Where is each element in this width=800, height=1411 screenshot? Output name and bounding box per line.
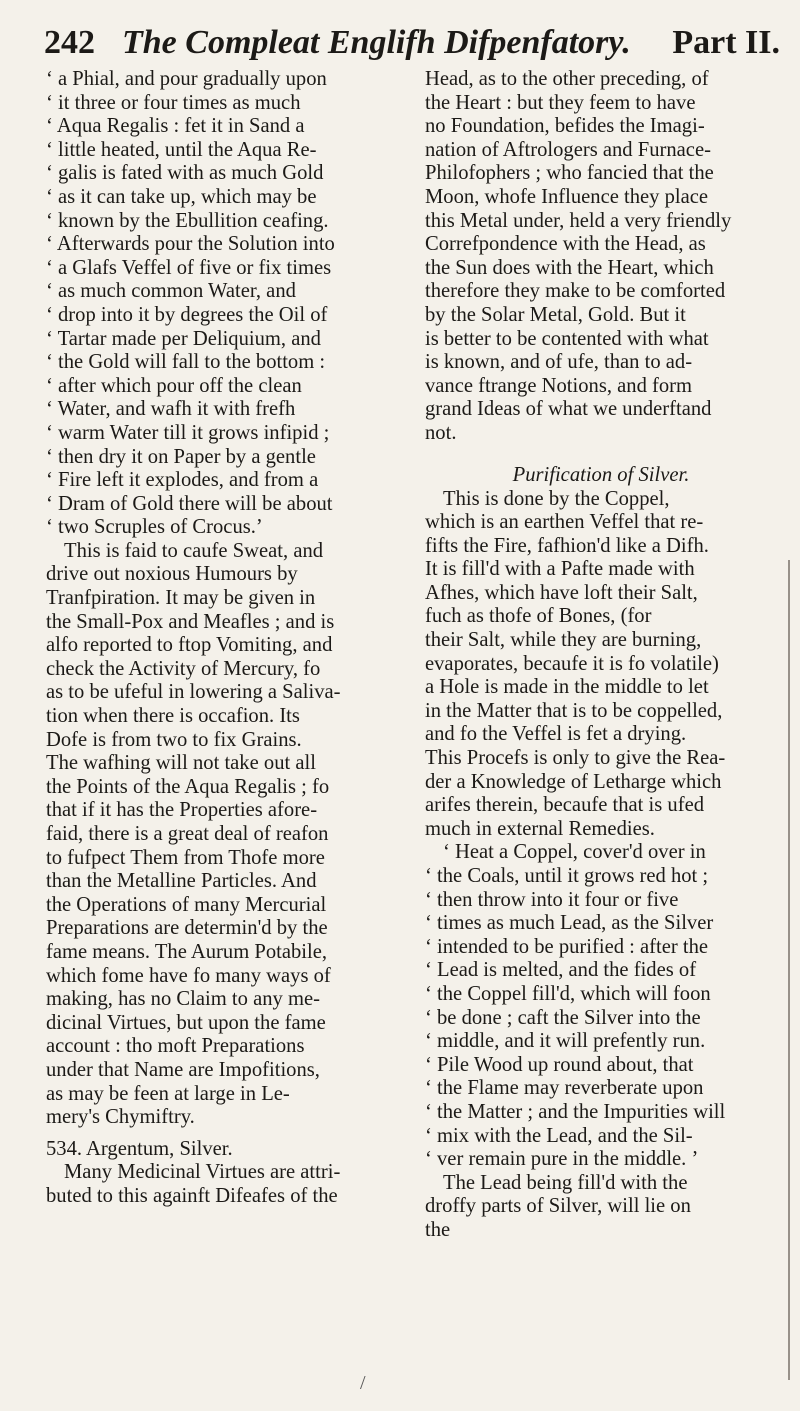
text-line: ‘ Afterwards pour the Solution into xyxy=(46,233,335,256)
text-line: ‘ the Flame may reverberate upon xyxy=(425,1077,704,1100)
text-line: ‘ drop into it by degrees the Oil of xyxy=(46,303,328,326)
text-line: ‘ be done ; caft the Silver into the xyxy=(425,1006,701,1029)
text-line: arifes therein, becaufe that is ufed xyxy=(425,794,705,817)
text-line: dicinal Virtues, but upon the fame xyxy=(46,1011,326,1034)
text-line: to fufpect Them from Thofe more xyxy=(46,846,325,869)
text-line: evaporates, becaufe it is fo volatile) xyxy=(425,652,719,675)
text-line: therefore they make to be comforted xyxy=(425,280,726,303)
text-line: fame means. The Aurum Potabile, xyxy=(46,940,328,963)
text-line: ‘ Fire left it explodes, and from a xyxy=(46,469,319,492)
text-line: This Procefs is only to give the Rea- xyxy=(425,747,726,770)
text-line: droffy parts of Silver, will lie on xyxy=(425,1195,691,1218)
text-line: It is fill'd with a Pafte made with xyxy=(425,558,695,581)
text-line: ‘ as much common Water, and xyxy=(46,280,296,303)
text-line: is better to be contented with what xyxy=(425,327,709,350)
text-line: This is faid to caufe Sweat, and xyxy=(64,539,324,562)
text-line: ‘ Dram of Gold there will be about xyxy=(46,492,333,515)
text-line: vance ftrange Notions, and form xyxy=(425,374,693,397)
text-line: and fo the Veffel is fet a drying. xyxy=(425,723,687,746)
text-line: ‘ Lead is melted, and the fides of xyxy=(425,959,697,982)
page-number: 242 xyxy=(44,24,95,61)
text-line: their Salt, while they are burning, xyxy=(425,629,702,652)
text-line: ‘ Aqua Regalis : fet it in Sand a xyxy=(46,115,305,138)
text-line: is known, and of ufe, than to ad- xyxy=(425,351,693,374)
text-line: than the Metalline Particles. And xyxy=(46,870,317,893)
page-header xyxy=(44,18,780,68)
text-line: ‘ intended to be purified : after the xyxy=(425,935,709,958)
text-line: ‘ a Phial, and pour gradually upon xyxy=(46,68,327,90)
text-line: tion when there is occafion. Its xyxy=(46,705,300,728)
right-column xyxy=(425,68,777,1243)
text-line: under that Name are Impofitions, xyxy=(46,1058,320,1081)
text-line: Correfpondence with the Head, as xyxy=(425,233,706,256)
text-line: fifts the Fire, fafhion'd like a Difh. xyxy=(425,534,709,557)
text-line: not. xyxy=(425,421,457,444)
page-edge-shadow xyxy=(788,560,790,1380)
text-line: ‘ known by the Ebullition ceafing. xyxy=(46,209,329,232)
text-line: a Hole is made in the middle to let xyxy=(425,676,709,699)
text-line: Preparations are determin'd by the xyxy=(46,917,328,940)
left-column xyxy=(46,68,386,1209)
text-line: the Points of the Aqua Regalis ; fo xyxy=(46,775,330,798)
text-line: ‘ then dry it on Paper by a gentle xyxy=(46,445,316,468)
text-line: the Sun does with the Heart, which xyxy=(425,256,714,279)
text-line: ‘ Tartar made per Deliquium, and xyxy=(46,327,321,350)
text-line: no Foundation, befides the Imagi- xyxy=(425,115,705,138)
text-line: Moon, whofe Influence they place xyxy=(425,185,709,208)
text-line: ‘ Heat a Coppel, cover'd over in xyxy=(443,841,706,864)
text-line: that if it has the Properties afore- xyxy=(46,799,318,822)
text-line: The wafhing will not take out all xyxy=(46,752,316,775)
text-line: Tranfpiration. It may be given in xyxy=(46,587,316,610)
text-line: the Small-Pox and Meafles ; and is xyxy=(46,610,335,633)
text-line: this Metal under, held a very friendly xyxy=(425,209,732,232)
text-line: ‘ as it can take up, which may be xyxy=(46,185,317,208)
text-line: buted to this againft Difeafes of the xyxy=(46,1184,338,1207)
text-line: in the Matter that is to be coppelled, xyxy=(425,699,723,722)
text-line: ‘ the Coals, until it grows red hot ; xyxy=(425,865,709,887)
text-line: making, has no Claim to any me- xyxy=(46,988,320,1011)
text-line: ‘ after which pour off the clean xyxy=(46,374,302,397)
running-title: The Compleat Englifh Difpenfatory. xyxy=(122,24,631,61)
text-line: which is an earthen Veffel that re- xyxy=(425,511,704,534)
text-line: ‘ galis is fated with as much Gold xyxy=(46,162,324,185)
text-line: Afhes, which have loft their Salt, xyxy=(425,581,698,604)
text-line: which fome have fo many ways of xyxy=(46,964,331,987)
text-line: Philofophers ; who fancied that the xyxy=(425,162,714,185)
text-line: ‘ warm Water till it grows infipid ; xyxy=(46,421,330,444)
text-line: This is done by the Coppel, xyxy=(443,487,670,510)
text-line: the xyxy=(425,1218,451,1241)
text-line: faid, there is a great deal of reafon xyxy=(46,823,329,845)
text-line: ‘ it three or four times as much xyxy=(46,91,301,114)
text-line: ‘ the Matter ; and the Impurities will xyxy=(425,1100,726,1123)
text-line: Head, as to the other preceding, of xyxy=(425,68,709,90)
footer-mark: / xyxy=(360,1372,366,1394)
text-line: Dofe is from two to fix Grains. xyxy=(46,728,302,751)
part-label: Part II. xyxy=(672,24,780,61)
text-line: the Operations of many Mercurial xyxy=(46,893,327,916)
text-line: ‘ times as much Lead, as the Silver xyxy=(425,912,714,935)
text-line: drive out noxious Humours by xyxy=(46,563,298,586)
text-line: Many Medicinal Virtues are attri- xyxy=(64,1161,341,1184)
text-line: grand Ideas of what we underftand xyxy=(425,398,712,421)
text-line: as may be feen at large in Le- xyxy=(46,1082,290,1105)
text-line: der a Knowledge of Letharge which xyxy=(425,770,722,793)
text-line: check the Activity of Mercury, fo xyxy=(46,657,321,680)
text-line: nation of Aftrologers and Furnace- xyxy=(425,138,711,161)
text-line: ‘ Pile Wood up round about, that xyxy=(425,1053,694,1076)
text-line: ‘ the Coppel fill'd, which will foon xyxy=(425,982,711,1005)
text-line: the Heart : but they feem to have xyxy=(425,91,696,114)
text-line: 534. Argentum, Silver. xyxy=(46,1137,233,1160)
text-line: The Lead being fill'd with the xyxy=(443,1171,688,1194)
text-line: ‘ two Scruples of Crocus.’ xyxy=(46,516,263,539)
text-line: Purification of Silver. xyxy=(512,463,690,486)
text-line: ‘ the Gold will fall to the bottom : xyxy=(46,351,326,374)
text-line: fuch as thofe of Bones, (for xyxy=(425,605,652,628)
text-line: ‘ middle, and it will prefently run. xyxy=(425,1030,706,1053)
text-line: ‘ mix with the Lead, and the Sil- xyxy=(425,1124,693,1147)
text-line: by the Solar Metal, Gold. But it xyxy=(425,303,686,326)
text-line: alfo reported to ftop Vomiting, and xyxy=(46,634,333,657)
text-line: ‘ ver remain pure in the middle. ’ xyxy=(425,1148,699,1171)
text-line: ‘ a Glafs Veffel of five or fix times xyxy=(46,256,332,279)
text-line: ‘ Water, and wafh it with frefh xyxy=(46,398,296,421)
text-line: account : tho moft Preparations xyxy=(46,1035,305,1058)
text-line: mery's Chymiftry. xyxy=(46,1106,195,1129)
text-line: much in external Remedies. xyxy=(425,817,655,840)
text-line: ‘ little heated, until the Aqua Re- xyxy=(46,138,317,161)
text-line: as to be ufeful in lowering a Saliva- xyxy=(46,681,341,704)
text-line: ‘ then throw into it four or five xyxy=(425,888,679,911)
